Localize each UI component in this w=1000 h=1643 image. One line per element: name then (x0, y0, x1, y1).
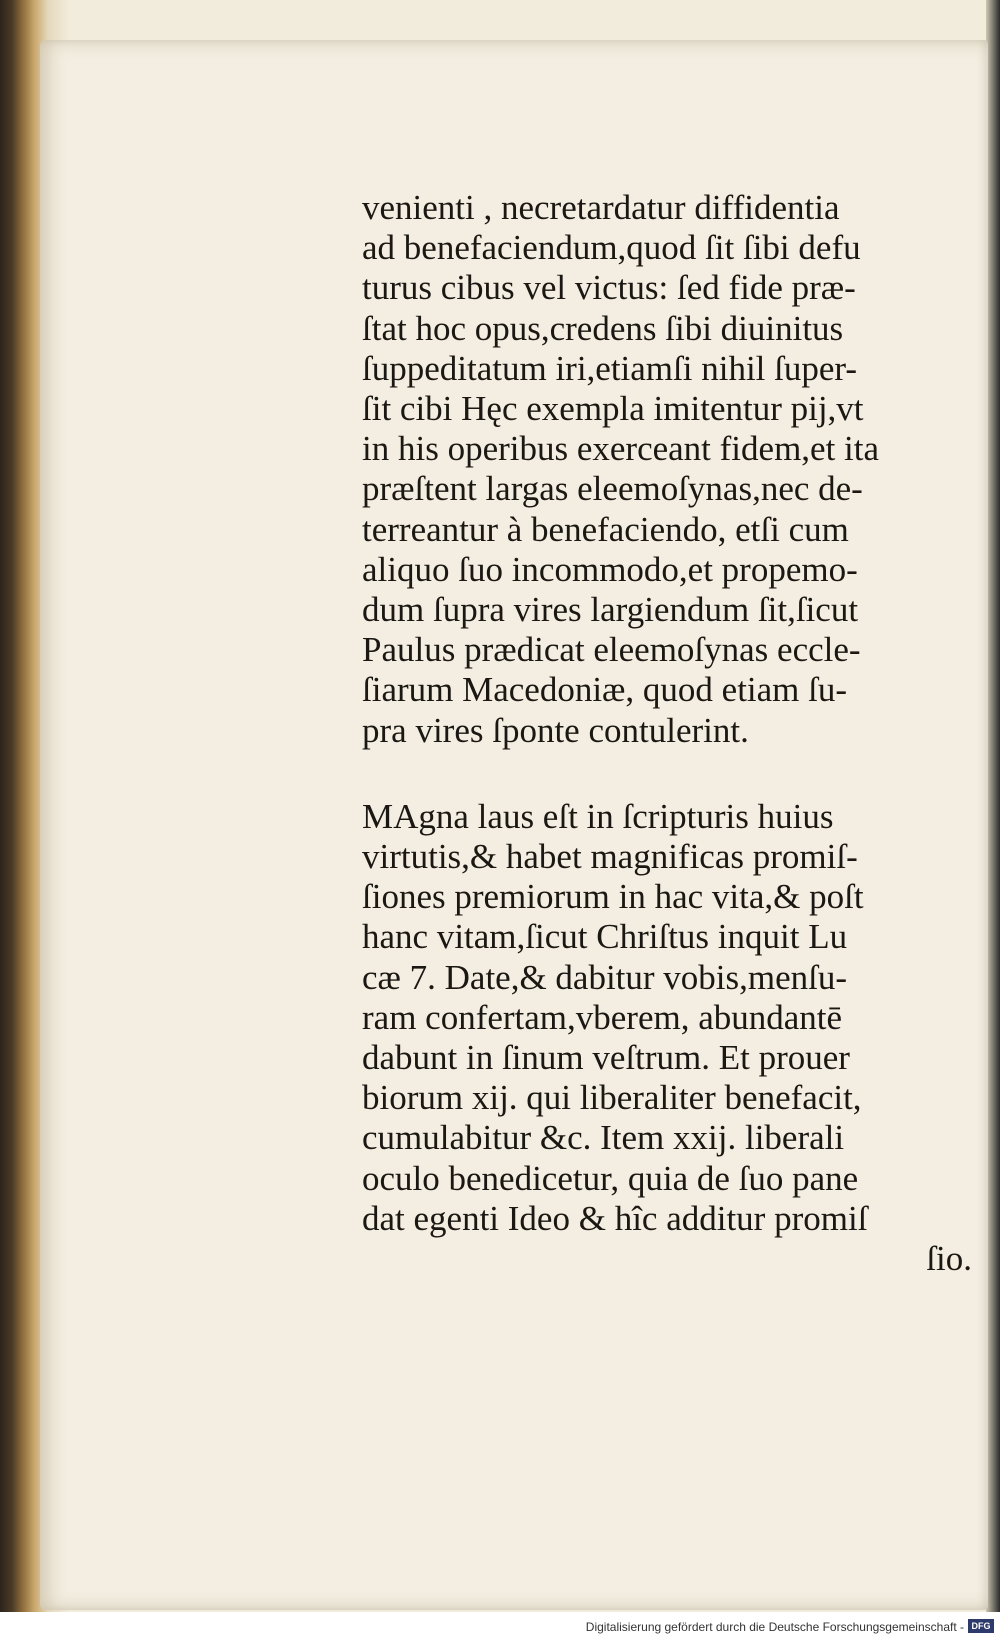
text-line: cumulabitur &c. Item xxij. liberali (362, 1118, 845, 1158)
text-line: dat egenti Ideo & hîc additur promiſ (362, 1198, 868, 1238)
text-line: venienti , necretardatur diffidentia (362, 188, 840, 227)
text-line: MAgna laus eſt in ſcripturis huius (362, 796, 834, 836)
text-line: ſit cibi Hęc exempla imitentur pij,vt (362, 389, 864, 429)
catchword: ſio. (926, 1239, 972, 1279)
text-line: ſiones premiorum in hac vita,& poſt (362, 877, 864, 917)
paragraph-break (362, 751, 982, 797)
text-line: turus cibus vel victus: ſed fide præ- (362, 268, 856, 308)
book-cover-edge (986, 0, 1000, 1612)
text-line: oculo benedicetur, quia de ſuo pane (362, 1158, 859, 1198)
text-line: ad benefaciendum,quod ſit ſibi defu (362, 228, 861, 268)
book-page (40, 40, 988, 1610)
page-text (362, 188, 982, 1279)
dfg-logo-icon: DFG (968, 1619, 994, 1633)
text-line: biorum xij. qui liberaliter benefacit, (362, 1078, 862, 1118)
text-line: hanc vitam,ſicut Chriſtus inquit Lu (362, 917, 848, 957)
text-line: ſuppeditatum iri,etiamſi nihil ſuper- (362, 348, 858, 388)
text-line: ſtat hoc opus,credens ſibi diuinitus (362, 308, 844, 348)
text-line: virtutis,& habet magnificas promiſ- (362, 837, 858, 877)
text-line: ſiarum Macedoniæ, quod etiam ſu- (362, 670, 848, 710)
text-line: in his operibus exerceant fidem,et ita (362, 429, 880, 469)
text-line: dabunt in ſinum veſtrum. Et prouer (362, 1038, 850, 1078)
text-line: Paulus prædicat eleemoſynas eccle- (362, 630, 861, 670)
text-line: cæ 7. Date,& dabitur vobis,menſu- (362, 957, 848, 997)
text-line: pra vires ſponte contulerint. (362, 710, 749, 750)
footer-credit: Digitalisierung gefördert durch die Deutsche Forschungsgemeinschaft - (585, 1620, 964, 1634)
text-line: terreantur à benefaciendo, etſi cum (362, 509, 849, 549)
text-line: aliquo ſuo incommodo,et propemo- (362, 549, 858, 589)
text-line: ram confertam,vberem, abundantē (362, 997, 843, 1037)
footer-bar (0, 1612, 1000, 1643)
text-line: præſtent largas eleemoſynas,nec de- (362, 469, 863, 509)
text-line: dum ſupra vires largiendum ſit,ſicut (362, 590, 859, 630)
